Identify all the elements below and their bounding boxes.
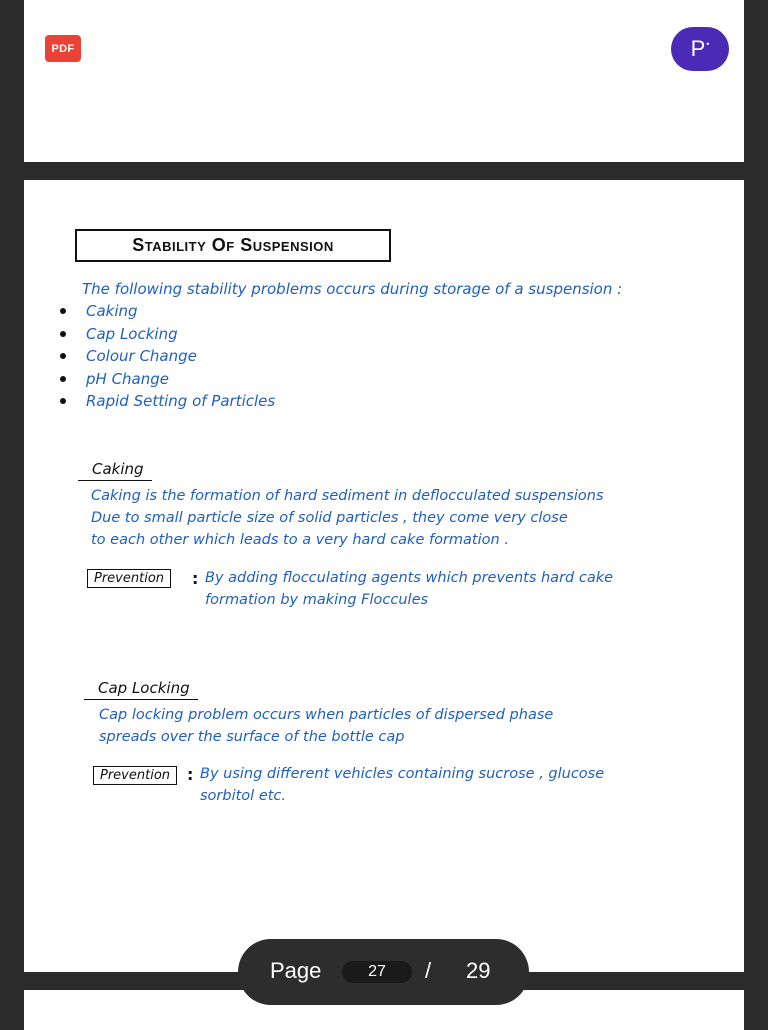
bullet-icon <box>60 398 66 404</box>
cap-locking-heading: Cap Locking <box>84 679 198 700</box>
previous-page-sheet <box>24 0 744 162</box>
current-page-field[interactable]: 27 <box>342 961 412 983</box>
page-title: Stability Of Suspension <box>75 229 391 262</box>
cap-locking-prevention-label: Prevention <box>93 766 177 785</box>
page-indicator[interactable] <box>238 939 529 1005</box>
list-item <box>60 302 275 325</box>
list-item-label: Colour Change <box>86 347 197 365</box>
bullet-icon <box>60 331 66 337</box>
list-item <box>60 392 275 415</box>
app-logo-letter: P <box>690 36 706 61</box>
problem-list <box>60 302 275 415</box>
page-label: Page <box>270 958 322 983</box>
list-item-label: Cap Locking <box>86 324 178 343</box>
text-line: Cap locking problem occurs when particles of dispersed phase <box>99 707 554 723</box>
list-item-label: pH Change <box>86 369 169 388</box>
app-logo-mark: • <box>706 39 710 49</box>
bullet-icon <box>60 353 66 359</box>
caking-heading: Caking <box>78 460 152 481</box>
colon-mark: : <box>187 765 194 784</box>
pdf-badge-icon[interactable]: PDF <box>45 35 81 62</box>
bullet-icon <box>60 308 66 314</box>
list-item <box>60 370 275 393</box>
app-logo-icon[interactable] <box>671 27 729 71</box>
text-line: spreads over the surface of the bottle cap <box>99 729 405 745</box>
cap-locking-prevention-text <box>200 763 604 807</box>
caking-prevention-label: Prevention <box>87 569 171 588</box>
list-item <box>60 325 275 348</box>
caking-description <box>91 485 604 551</box>
colon-mark: : <box>192 569 199 588</box>
intro-text: The following stability problems occurs during storage of a suspension : <box>82 280 623 298</box>
caking-prevention-text <box>205 567 613 611</box>
text-line: Due to small particle size of solid particles , they come very close <box>91 510 568 526</box>
list-item-label: Rapid Setting of Particles <box>86 392 276 410</box>
page-separator: / <box>425 958 432 983</box>
text-line: By adding flocculating agents which prevents hard cake <box>205 570 614 586</box>
bullet-icon <box>60 376 66 382</box>
list-item-label: Caking <box>86 302 138 320</box>
text-line: Caking is the formation of hard sediment in deflocculated suspensions <box>91 488 604 504</box>
cap-locking-description <box>99 704 553 748</box>
document-page <box>24 180 744 972</box>
text-line: formation by making Floccules <box>205 592 429 608</box>
text-line: to each other which leads to a very hard cake formation . <box>91 532 509 548</box>
text-line: sorbitol etc. <box>200 788 287 804</box>
total-pages: 29 <box>466 958 491 983</box>
text-line: By using different vehicles containing sucrose , glucose <box>200 766 605 782</box>
list-item <box>60 347 275 370</box>
